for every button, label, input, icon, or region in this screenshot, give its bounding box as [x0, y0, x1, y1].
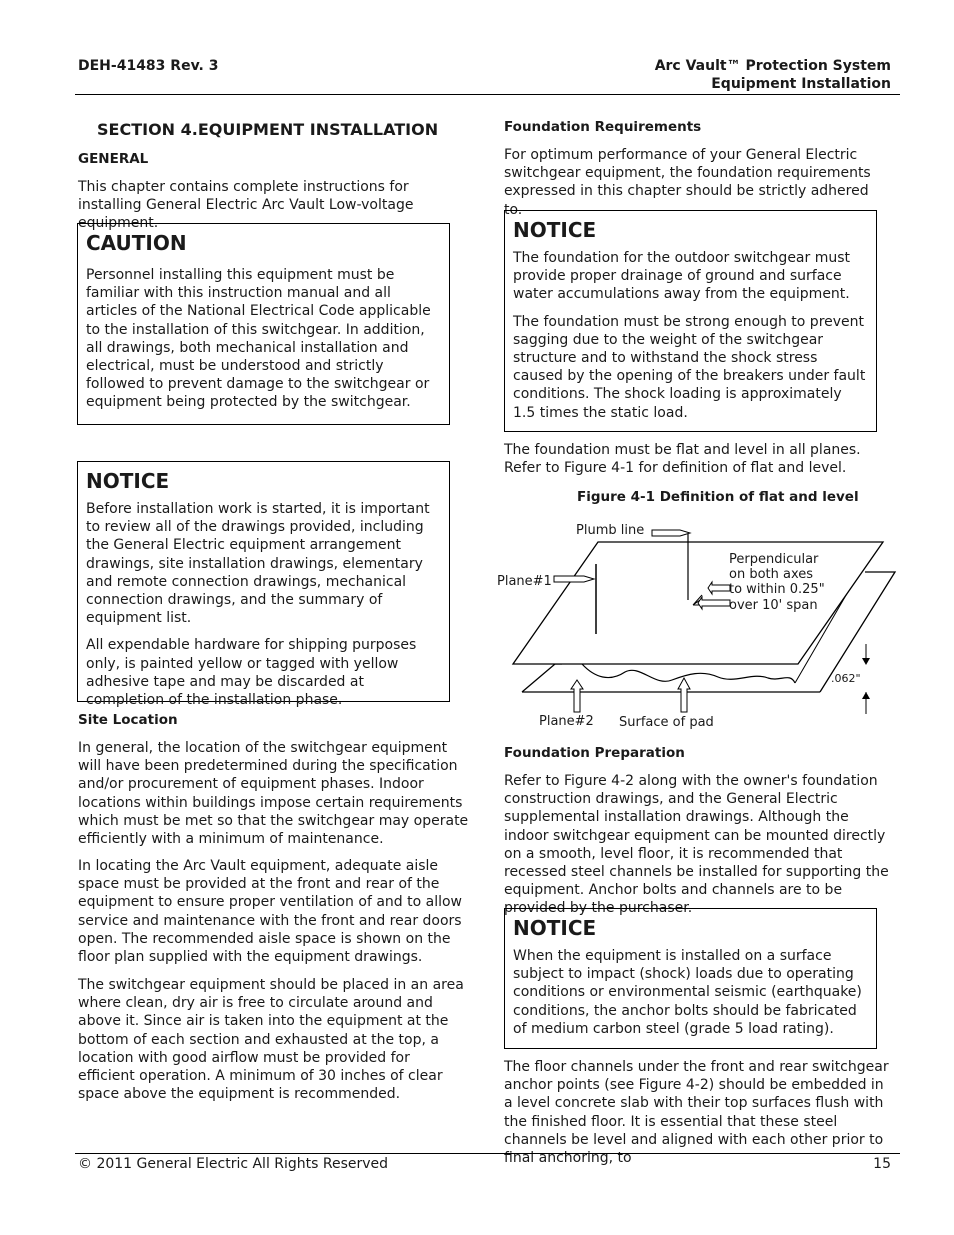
- foundation-preparation-heading: Foundation Preparation: [504, 745, 685, 761]
- label-plane1: Plane#1: [497, 574, 552, 589]
- header-title-line1: Arc Vault™ Protection System: [654, 58, 891, 74]
- site-paragraph-2: In locating the Arc Vault equipment, adequate aisle space must be provided at the front and rear of the equipment to ensure proper ventilation of and to allow service and maintenance with the front and rear doors open. The recommended aisle space is shown on the floor plan supplied with the equipment drawings.: [78, 858, 462, 966]
- foundation-requirements-text: For optimum performance of your General Electric switchgear equipment, the foundation requirements expressed in this chapter should be strictly adhered to.: [504, 147, 871, 218]
- surface-arrow-icon: [678, 678, 690, 712]
- label-perpendicular-1: Perpendicular: [729, 552, 819, 567]
- notice-paragraph: The foundation must be strong enough to prevent sagging due to the weight of the switchgear structure and to withstand the shock stress caused by the opening of the breakers under fault conditions. The shock loading is approximately 1.5 times the static load.: [513, 313, 866, 421]
- footer-copyright: © 2011 General Electric All Rights Reserved: [78, 1156, 389, 1172]
- footer-rule: [75, 1153, 900, 1154]
- surface-of-pad-curve: [582, 664, 795, 683]
- notice-box-seismic: [504, 908, 877, 1049]
- site-paragraph-3: The switchgear equipment should be placed in an area where clean, dry air is free to circulate around and above it. Since air is taken into the equipment at the bottom of each section and exhausted at the top, a location with good airflow must be provided for efficient operation. A minimum of 30 inches of clear space above the equipment is recommended.: [78, 977, 464, 1103]
- notice-paragraph: When the equipment is installed on a surface subject to impact (shock) loads due to operating conditions or environmental seismic (earthquake) conditions, the anchor bolts should be fabricated of medium carbon steel (grade 5 load rating).: [513, 948, 862, 1037]
- dim-arrow-up-icon: [862, 692, 870, 699]
- notice-box-foundation: [504, 210, 877, 432]
- notice-title: NOTICE: [86, 469, 170, 493]
- general-heading: GENERAL: [78, 151, 149, 167]
- foundation-preparation-text: Refer to Figure 4-2 along with the owner's foundation construction drawings, and the General Electric supplemental installation drawings. Although the indoor switchgear equipment can be mounted directly on a smooth, level floor, it is recommended that recessed steel channels be installed for supporting the equipment. Anchor bolts and channels are to be provided by the purchaser.: [504, 773, 889, 917]
- foundation-requirements-heading: Foundation Requirements: [504, 119, 702, 135]
- header-title-line2: Equipment Installation: [711, 76, 891, 92]
- label-perpendicular-3: to within 0.25": [729, 582, 825, 597]
- label-surface-of-pad: Surface of pad: [619, 715, 714, 730]
- plane2-arrow-icon: [571, 680, 583, 712]
- caution-text: Personnel installing this equipment must be familiar with this instruction manual and all articles of the National Electrical Code applicable to the installation of this switchgear. In addition, all drawings, both mechanical installation and electrical, must be understood and strictly followed to prevent damage to the switchgear or equipment being protected by the switchgear.: [86, 267, 431, 411]
- section-title: SECTION 4.EQUIPMENT INSTALLATION: [97, 120, 439, 139]
- notice-paragraph: Before installation work is started, it is important to review all of the drawings provided, including the General Electric equipment arrangement drawings, site installation drawings, elementary and remote connection drawings, mechanical connection drawings, and the summary of equipment list.: [86, 501, 430, 627]
- figure-caption: Figure 4-1 Definition of flat and level: [577, 489, 859, 505]
- notice-box-installation: [77, 461, 450, 709]
- site-paragraph-1: In general, the location of the switchgear equipment will have been predetermined during the specification and/or procurement of equipment phases. Indoor locations within buildings impose certain requirements which must be met so that the switchgear may operate efficiently with a minimum of maintenance.: [78, 740, 469, 848]
- page-number: 15: [873, 1156, 891, 1172]
- doc-id: DEH-41483 Rev. 3: [78, 58, 219, 74]
- site-location-heading: Site Location: [78, 712, 178, 728]
- label-plane2: Plane#2: [539, 714, 594, 729]
- notice-title: NOTICE: [513, 916, 597, 940]
- caution-box: [77, 223, 450, 425]
- plane1-arrow-icon: [554, 576, 594, 582]
- plumb-line-arrow-icon: [652, 530, 690, 536]
- notice-title: NOTICE: [513, 218, 597, 242]
- floor-channels-text: The floor channels under the front and rear switchgear anchor points (see Figure 4-2) should be embedded in a level concrete slab with their top surfaces flush with the finished floor. It is essential that these steel channels be level and aligned with each other prior to final anchoring, to: [504, 1059, 889, 1167]
- label-dimension: .062": [831, 672, 861, 685]
- caution-title: CAUTION: [86, 231, 187, 255]
- general-text: This chapter contains complete instructions for installing General Electric Arc Vault Low-voltage equipment.: [78, 179, 414, 232]
- flat-level-text: The foundation must be flat and level in all planes. Refer to Figure 4-1 for definition of flat and level.: [504, 442, 861, 477]
- notice-paragraph: The foundation for the outdoor switchgear must provide proper drainage of ground and surface water accumulations away from the equipment.: [513, 250, 851, 303]
- header-title: [655, 57, 891, 93]
- plane2-outline: [522, 664, 562, 692]
- flat-level-diagram: [490, 512, 910, 740]
- dim-arrow-down-icon: [862, 658, 870, 665]
- label-perpendicular-2: on both axes: [729, 567, 814, 582]
- label-perpendicular-4: over 10' span: [729, 598, 818, 613]
- header-rule: [75, 94, 900, 95]
- label-plumb-line: Plumb line: [576, 523, 645, 538]
- notice-paragraph: All expendable hardware for shipping purposes only, is painted yellow or tagged with yellow adhesive tape and may be discarded at completion of the installation phase.: [86, 637, 417, 709]
